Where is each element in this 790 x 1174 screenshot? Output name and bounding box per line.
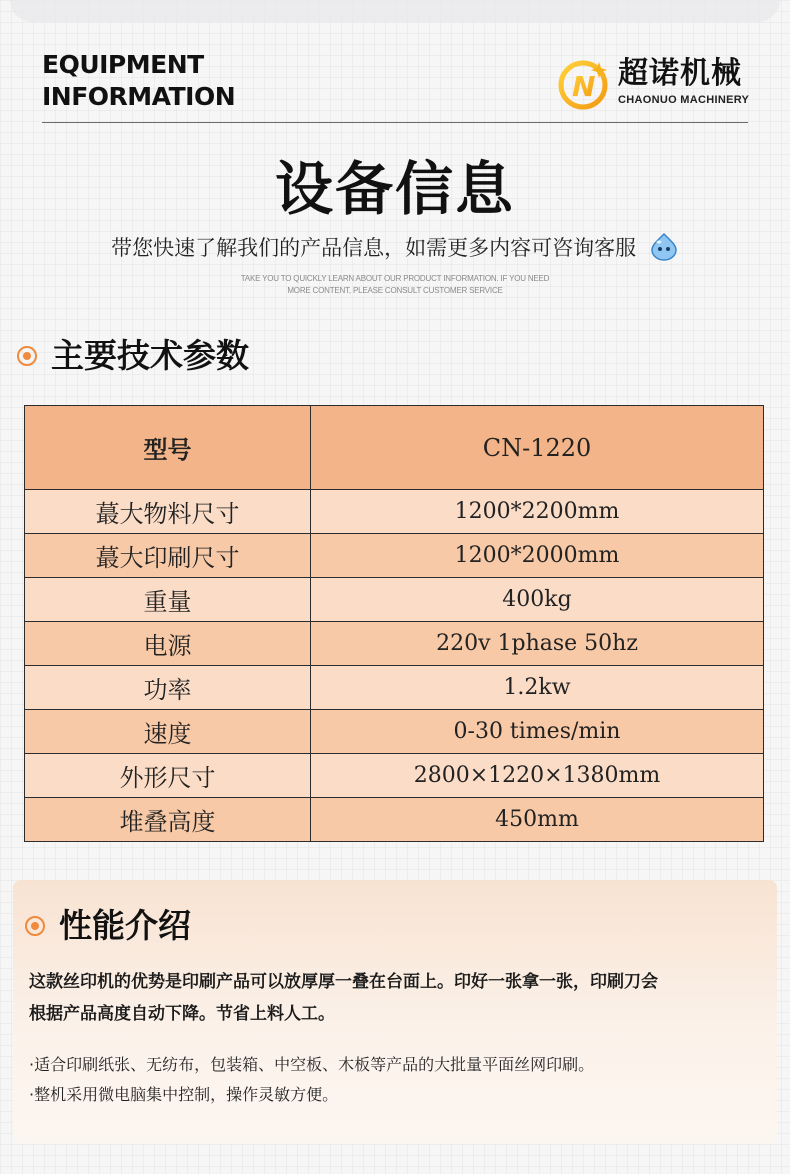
list-item: ·整机采用微电脑集中控制，操作灵敏方便。: [29, 1085, 339, 1104]
spec-value: 450mm: [311, 798, 764, 842]
header-divider: [42, 122, 748, 123]
list-item: ·适合印刷纸张、无纺布，包装箱、中空板、木板等产品的大批量平面丝网印刷。: [29, 1055, 595, 1074]
english-note-line-2: MORE CONTENT, PLEASE CONSULT CUSTOMER SERVICE: [287, 286, 503, 295]
specs-header-key: 型号: [25, 406, 311, 490]
svg-text:N: N: [572, 70, 596, 103]
spec-value: 2800×1220×1380mm: [311, 754, 764, 798]
performance-section-heading: [25, 906, 191, 946]
brand-logo: [556, 54, 752, 112]
spec-key: 堆叠高度: [25, 798, 311, 842]
specs-heading-text: 主要技术参数: [51, 336, 249, 375]
spec-value: 1200*2200mm: [311, 490, 764, 534]
spec-key: 速度: [25, 710, 311, 754]
paragraph-line-2: 根据产品高度自动下降。节省上料人工。: [29, 1004, 335, 1024]
table-row: [25, 534, 764, 578]
english-note: [0, 273, 790, 297]
page-title: 设备信息: [274, 155, 515, 223]
top-bar: [10, 0, 780, 22]
specs-header-row: [25, 406, 764, 490]
spec-key: 功率: [25, 666, 311, 710]
water-drop-mascot-icon: [649, 231, 679, 261]
eq-title-line-2: INFORMATION: [42, 82, 236, 111]
equipment-information-title: [42, 49, 235, 113]
logo-en-name: CHAONUO MACHINERY: [618, 94, 750, 106]
spec-value: 0-30 times/min: [311, 710, 764, 754]
spec-key: 外形尺寸: [25, 754, 311, 798]
table-row: [25, 578, 764, 622]
specs-header-value: CN-1220: [311, 406, 764, 490]
performance-heading-text: 性能介绍: [59, 906, 191, 945]
table-row: [25, 666, 764, 710]
spec-value: 400kg: [311, 578, 764, 622]
logo-cn-name: 超诺机械: [618, 56, 742, 91]
table-row: [25, 622, 764, 666]
spec-key: 重量: [25, 578, 311, 622]
performance-paragraph: [29, 966, 769, 1030]
paragraph-line-1: 这款丝印机的优势是印刷产品可以放厚厚一叠在台面上。印好一张拿一张，印刷刀会: [29, 972, 658, 992]
specs-section-heading: [17, 336, 249, 376]
spec-value: 220v 1phase 50hz: [311, 622, 764, 666]
target-bullet-icon: [17, 346, 37, 366]
performance-bullets: [29, 1050, 769, 1110]
spec-key: 蕞大印刷尺寸: [25, 534, 311, 578]
target-bullet-icon: [25, 916, 45, 936]
specs-table: [24, 405, 764, 842]
eq-title-line-1: EQUIPMENT: [42, 50, 204, 79]
table-row: [25, 490, 764, 534]
spec-value: 1200*2000mm: [311, 534, 764, 578]
table-row: [25, 754, 764, 798]
page-subtitle: [0, 231, 790, 263]
spec-key: 电源: [25, 622, 311, 666]
table-row: [25, 710, 764, 754]
table-row: [25, 798, 764, 842]
english-note-line-1: TAKE YOU TO QUICKLY LEARN ABOUT OUR PRODUCT INFORMATION. IF YOU NEED: [240, 274, 550, 283]
subtitle-text: 带您快速了解我们的产品信息，如需更多内容可咨询客服: [111, 236, 637, 260]
logo-n-icon: [556, 56, 614, 110]
spec-key: 蕞大物料尺寸: [25, 490, 311, 534]
spec-value: 1.2kw: [311, 666, 764, 710]
